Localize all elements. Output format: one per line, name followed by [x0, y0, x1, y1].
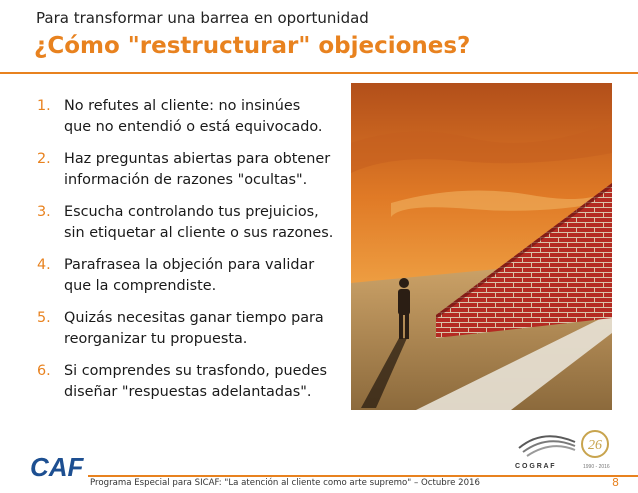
item-number: 6. — [37, 363, 51, 379]
item-text-line2: que la comprendiste. — [64, 278, 217, 294]
cograf-logo — [513, 426, 613, 474]
list-item — [37, 149, 357, 191]
list-item — [37, 255, 357, 297]
slide-title: ¿Cómo "restructurar" objeciones? — [34, 33, 471, 59]
item-number: 4. — [37, 257, 51, 273]
item-text-line2: información de razones "ocultas". — [64, 172, 308, 188]
item-text-line2: que no entendió o está equivocado. — [64, 119, 323, 135]
item-number: 3. — [37, 204, 51, 220]
cograf-logo-text: C O G R A F — [515, 463, 555, 470]
brick-wall-illustration — [351, 83, 612, 410]
title-divider — [0, 72, 638, 74]
slide-subtitle: Para transformar una barrea en oportunidad — [36, 9, 369, 27]
item-text-line2: sin etiquetar al cliente o sus razones. — [64, 225, 334, 241]
list-item — [37, 308, 357, 350]
item-number: 5. — [37, 310, 51, 326]
svg-text:26: 26 — [588, 438, 602, 453]
list-item — [37, 96, 357, 138]
caf-logo-text: CAF — [30, 452, 84, 481]
item-text-line1: Haz preguntas abiertas para obtener — [64, 151, 331, 167]
item-number: 1. — [37, 98, 51, 114]
list-item — [37, 202, 357, 244]
item-text-line1: Escucha controlando tus prejuicios, — [64, 204, 319, 220]
item-text-line1: Parafrasea la objeción para validar — [64, 257, 315, 273]
page-number: 8 — [612, 476, 619, 489]
item-text-line1: Quizás necesitas ganar tiempo para — [64, 310, 324, 326]
item-text-line2: reorganizar tu propuesta. — [64, 331, 248, 347]
item-text-line2: diseñar "respuestas adelantadas". — [64, 384, 312, 400]
footer-divider — [88, 475, 638, 477]
item-number: 2. — [37, 151, 51, 167]
list-item — [37, 361, 357, 403]
caf-logo — [27, 451, 87, 481]
footer-text: Programa Especial para SICAF: "La atención al cliente como arte supremo" – Octubre 2016 — [90, 478, 480, 488]
item-text-line1: Si comprendes su trasfondo, puedes — [64, 363, 327, 379]
item-text-line1: No refutes al cliente: no insinúes — [64, 98, 301, 114]
cograf-years: 1990 - 2016 — [583, 464, 610, 470]
objection-tips-list — [37, 96, 357, 414]
